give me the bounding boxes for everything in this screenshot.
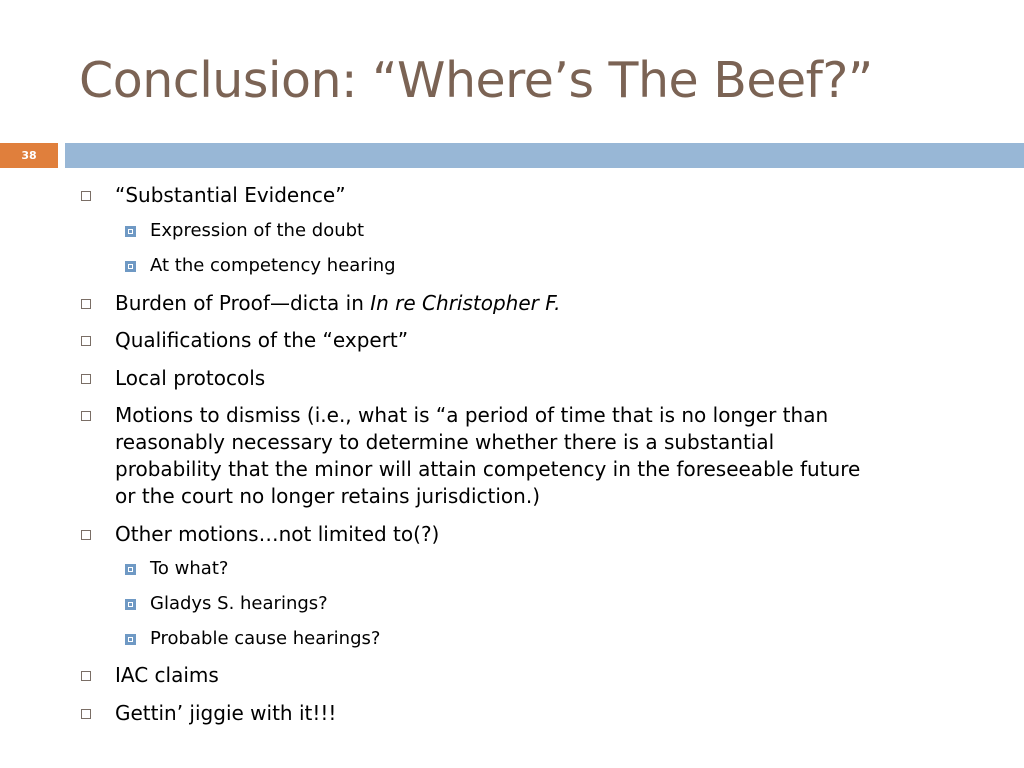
filled-square-bullet-icon bbox=[125, 564, 136, 575]
sub-bullet-expression-of-doubt: Expression of the doubt bbox=[150, 220, 365, 241]
bullet-gettin-jiggie: Gettin’ jiggie with it!!! bbox=[115, 701, 337, 725]
sub-bullet-gladys-s-hearings: Gladys S. hearings? bbox=[150, 593, 328, 614]
filled-square-bullet-icon bbox=[125, 599, 136, 610]
filled-square-bullet-icon bbox=[125, 634, 136, 645]
slide-title: Conclusion: “Where’s The Beef?” bbox=[79, 52, 873, 109]
square-bullet-icon bbox=[81, 374, 91, 384]
bullet-local-protocols: Local protocols bbox=[115, 366, 266, 390]
bullet-motions-to-dismiss-line-1: Motions to dismiss (i.e., what is “a period of time that is no longer than bbox=[115, 403, 829, 427]
square-bullet-icon bbox=[81, 299, 91, 309]
square-bullet-icon bbox=[81, 530, 91, 540]
bullet-motions-to-dismiss-line-4: or the court no longer retains jurisdiction.) bbox=[115, 484, 540, 508]
bullet-motions-to-dismiss-line-3: probability that the minor will attain competency in the foreseeable future bbox=[115, 457, 861, 481]
case-name-text: In re Christopher F. bbox=[370, 291, 561, 315]
bullet-substantial-evidence: “Substantial Evidence” bbox=[115, 183, 346, 207]
bullet-qualifications: Qualifications of the “expert” bbox=[115, 328, 409, 352]
filled-square-bullet-icon bbox=[125, 226, 136, 237]
bullet-iac-claims: IAC claims bbox=[115, 663, 219, 687]
square-bullet-icon bbox=[81, 709, 91, 719]
sub-bullet-to-what: To what? bbox=[150, 558, 229, 579]
slide-number-badge: 38 bbox=[0, 143, 58, 168]
square-bullet-icon bbox=[81, 191, 91, 201]
burden-of-proof-text: Burden of Proof—dicta in bbox=[115, 291, 371, 315]
square-bullet-icon bbox=[81, 671, 91, 681]
filled-square-bullet-icon bbox=[125, 261, 136, 272]
bullet-burden-of-proof bbox=[115, 290, 975, 317]
bullet-other-motions: Other motions…not limited to(?) bbox=[115, 522, 440, 546]
sub-bullet-competency-hearing: At the competency hearing bbox=[150, 255, 396, 276]
sub-bullet-probable-cause-hearings: Probable cause hearings? bbox=[150, 628, 381, 649]
square-bullet-icon bbox=[81, 336, 91, 346]
square-bullet-icon bbox=[81, 411, 91, 421]
bullet-motions-to-dismiss-line-2: reasonably necessary to determine whether there is a substantial bbox=[115, 430, 775, 454]
